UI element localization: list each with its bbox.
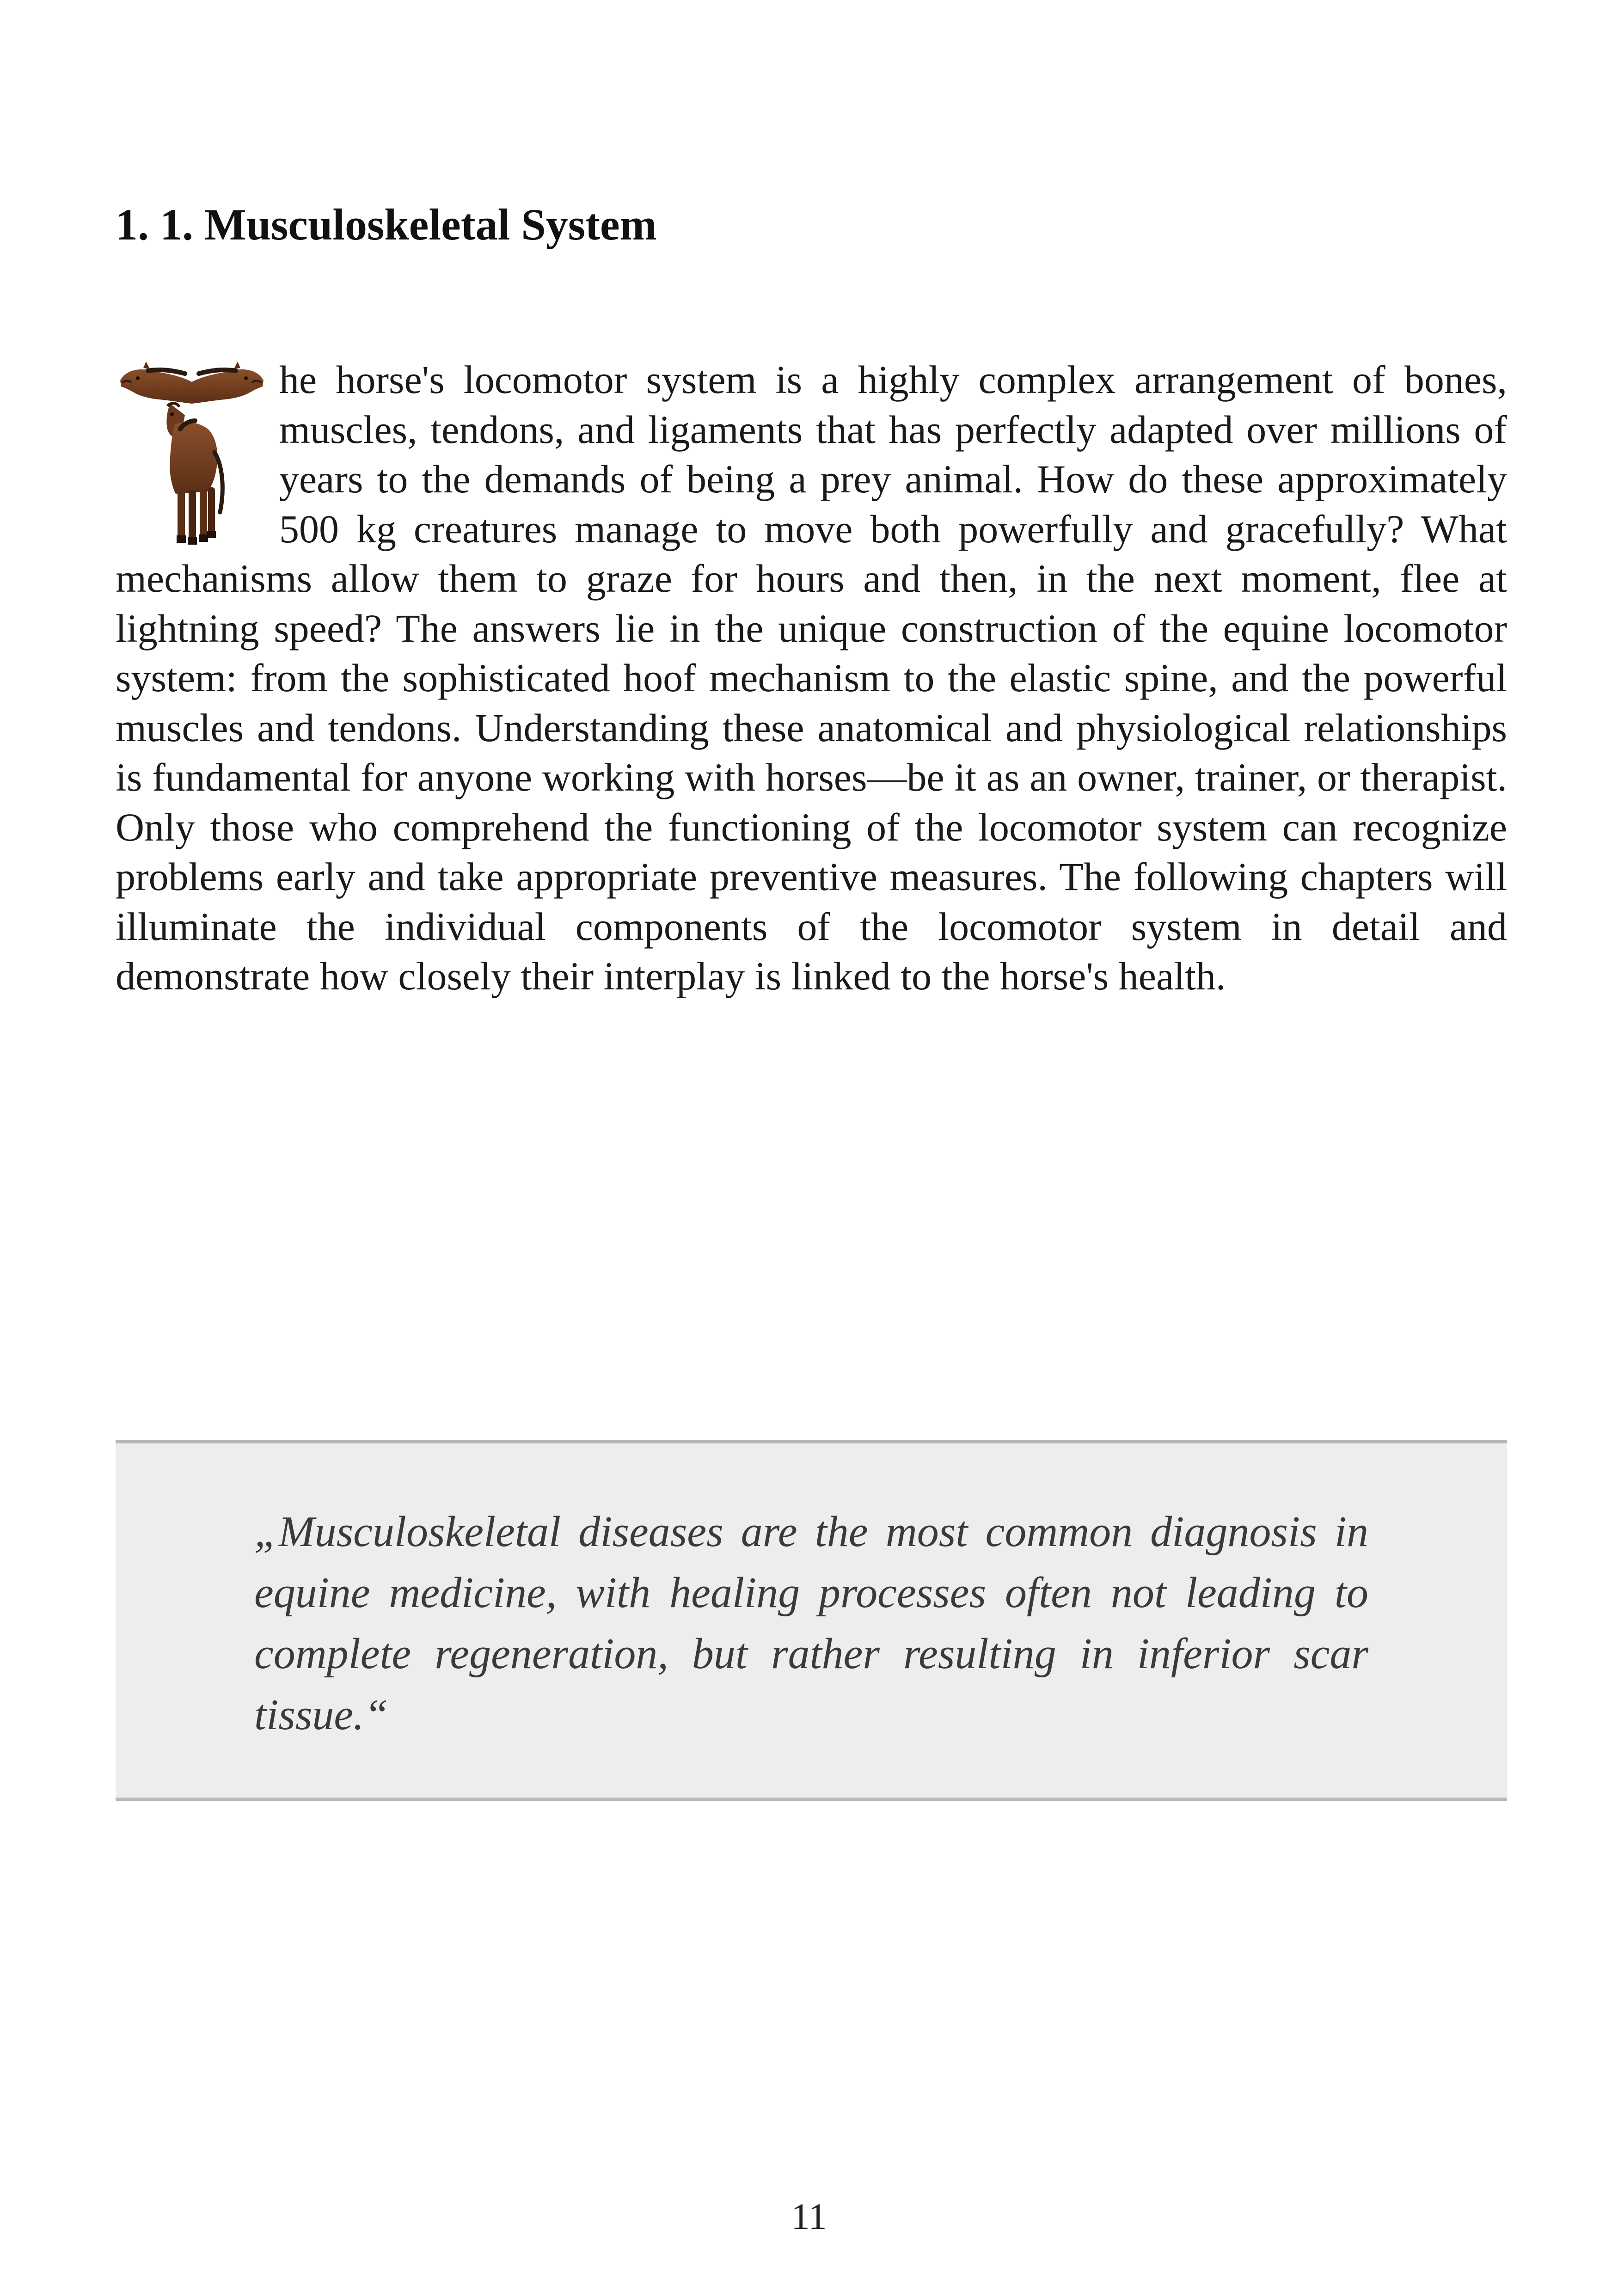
pull-quote-text: „Musculoskeletal diseases are the most common diagnosis in equine medicine, with healing processes often not leading to complete regeneration, but rather resulting in inferior scar tissue.“ [254,1508,1368,1739]
dropcap-horse-t-illustration [116,360,268,554]
body-text: he horse's locomotor system is a highly complex arrangement of bones, muscles, tendons, and ligaments that has perfectly adapted over millions of years to the demands of being a prey animal. How do these approximately 500 kg creatures manage to move both powerfully and gracefully? What mechanisms allow them to graze for hours and then, in the next moment, flee at lightning speed? The answers lie in the unique construction of the equine locomotor system: from the sophisticated hoof mechanism to the elastic spine, and the powerful muscles and tendons. Understanding these anatomical and physiological relationships is fundamental for anyone working with horses—be it as an owner, trainer, or therapist. Only those who comprehend the functioning of the locomotor system can recognize problems early and take appropriate preventive measures. The following chapters will illuminate the individual components of the locomotor system in detail and demonstrate how closely their interplay is linked to the horse's health. [116,357,1507,998]
page-number: 11 [791,2197,827,2237]
pull-quote-box [116,1440,1507,1801]
section-heading: 1. 1. Musculoskeletal System [116,200,657,249]
intro-paragraph [116,355,1507,1001]
horse-letter-t-icon [116,360,268,554]
